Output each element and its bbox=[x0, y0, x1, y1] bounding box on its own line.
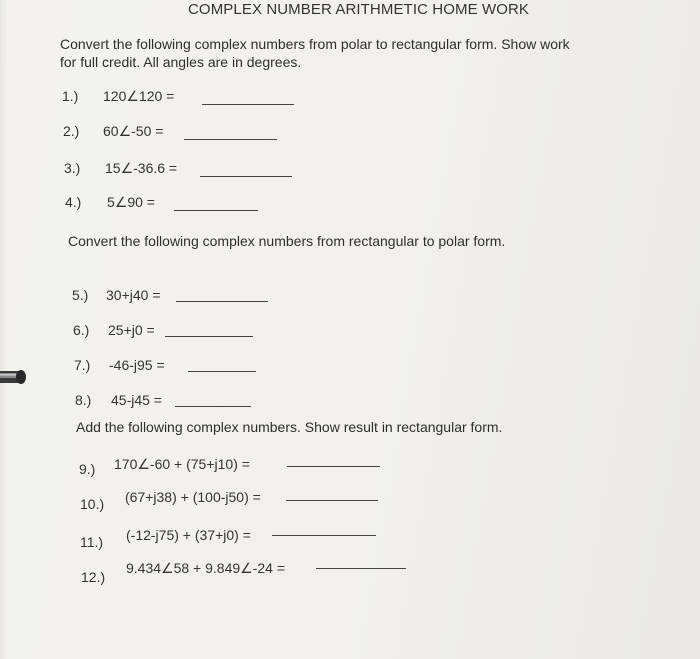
problem-8-expression: 45-j45 = bbox=[111, 392, 162, 408]
problem-5-answer-blank[interactable] bbox=[176, 301, 268, 302]
problem-1-answer-blank[interactable] bbox=[202, 104, 294, 105]
problem-11-number: 11.) bbox=[80, 534, 104, 550]
section-3-instruction: Add the following complex numbers. Show result in rectangular form. bbox=[76, 419, 503, 435]
problem-9-number: 9.) bbox=[79, 461, 96, 477]
problem-11-answer-blank[interactable] bbox=[272, 535, 376, 536]
problem-7-number: 7.) bbox=[74, 357, 91, 373]
problem-8-answer-blank[interactable] bbox=[175, 406, 251, 407]
problem-11-expression: (-12-j75) + (37+j0) = bbox=[126, 527, 251, 543]
problem-4-answer-blank[interactable] bbox=[174, 210, 258, 211]
problem-10-expression: (67+j38) + (100-j50) = bbox=[125, 489, 261, 505]
problem-1-expression: 120∠120 = bbox=[103, 88, 175, 104]
problem-12-number: 12.) bbox=[81, 569, 106, 585]
problem-10-number: 10.) bbox=[80, 496, 105, 512]
problem-5-number: 5.) bbox=[72, 287, 89, 303]
problem-7-expression: -46-j95 = bbox=[109, 357, 165, 373]
problem-12-expression: 9.434∠58 + 9.849∠-24 = bbox=[126, 560, 285, 576]
page-shadow bbox=[0, 0, 8, 659]
problem-9-answer-blank[interactable] bbox=[287, 466, 380, 467]
section-1-instruction-line-1: Convert the following complex numbers from polar to rectangular form. Show work bbox=[60, 36, 570, 52]
worksheet-title: COMPLEX NUMBER ARITHMETIC HOME WORK bbox=[188, 1, 530, 18]
problem-3-answer-blank[interactable] bbox=[200, 176, 292, 177]
problem-4-expression: 5∠90 = bbox=[107, 194, 155, 210]
section-2-instruction: Convert the following complex numbers from rectangular to polar form. bbox=[68, 233, 506, 249]
section-1-instruction-line-2: for full credit. All angles are in degrees. bbox=[60, 54, 302, 70]
problem-4-number: 4.) bbox=[65, 194, 82, 210]
problem-12-answer-blank[interactable] bbox=[316, 568, 406, 569]
problem-3-expression: 15∠-36.6 = bbox=[105, 160, 178, 176]
problem-8-number: 8.) bbox=[75, 392, 92, 408]
problem-3-number: 3.) bbox=[64, 160, 81, 176]
problem-6-answer-blank[interactable] bbox=[165, 336, 253, 337]
problem-6-expression: 25+j0 = bbox=[108, 322, 155, 338]
problem-6-number: 6.) bbox=[73, 322, 90, 338]
problem-7-answer-blank[interactable] bbox=[188, 371, 256, 372]
problem-2-expression: 60∠-50 = bbox=[103, 123, 164, 139]
problem-2-number: 2.) bbox=[63, 123, 80, 139]
problem-10-answer-blank[interactable] bbox=[286, 500, 378, 501]
problem-2-answer-blank[interactable] bbox=[184, 139, 277, 140]
problem-9-expression: 170∠-60 + (75+j10) = bbox=[114, 456, 250, 472]
problem-5-expression: 30+j40 = bbox=[106, 287, 161, 303]
binder-clip-icon bbox=[0, 362, 28, 392]
problem-1-number: 1.) bbox=[62, 88, 79, 104]
